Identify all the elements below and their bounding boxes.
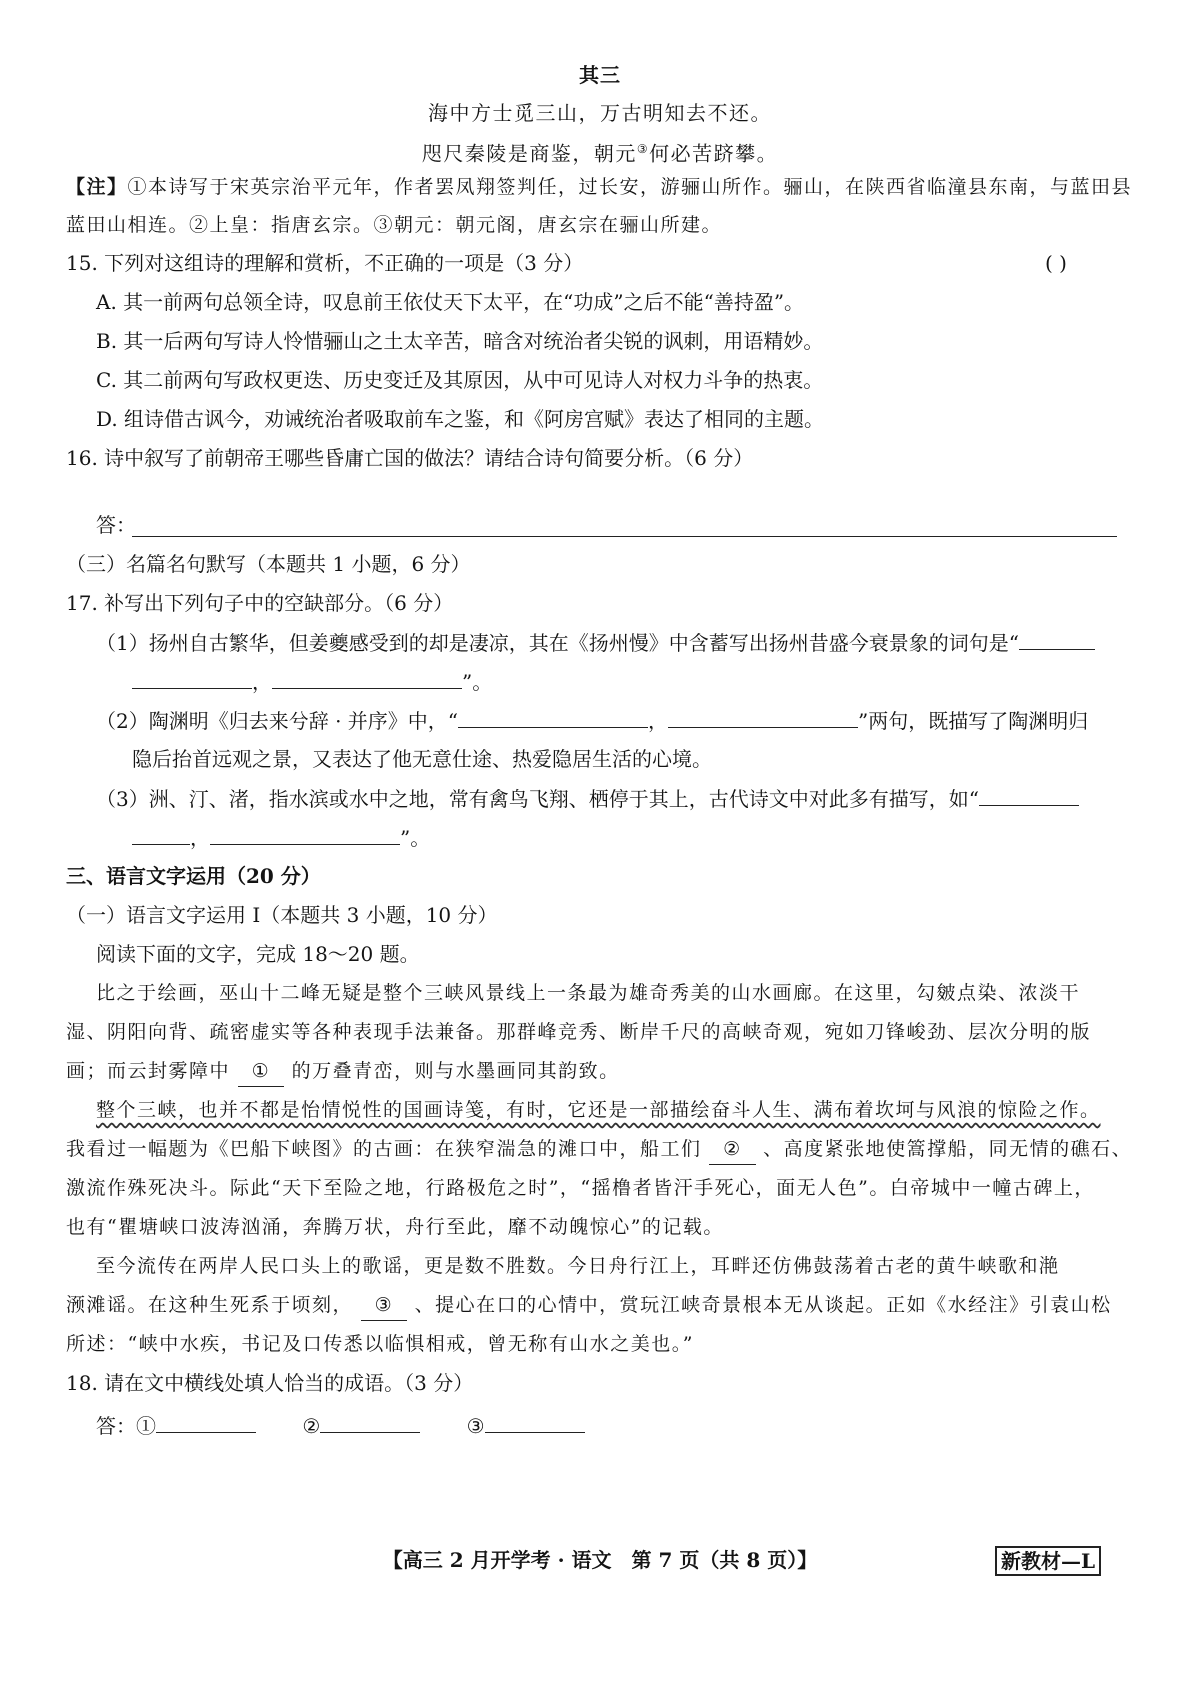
section-memorization-title: （三）名篇名句默写（本题共 1 小题，6 分） xyxy=(66,552,471,576)
q17-blank-3a[interactable] xyxy=(979,783,1079,806)
passage-blank-3[interactable]: ③ xyxy=(361,1290,408,1321)
q15-answer-paren[interactable]: ( ) xyxy=(1045,251,1067,275)
q17-item-2 xyxy=(96,705,1088,736)
passage-p2-line-2 xyxy=(66,1134,1132,1165)
q18-marker-1: ① xyxy=(136,1414,156,1438)
passage-blank-2[interactable]: ② xyxy=(709,1134,756,1165)
q18-blank-2[interactable] xyxy=(320,1410,420,1433)
q17-blank-2a[interactable] xyxy=(458,705,648,728)
poem-line-2-text: 咫尺秦陵是商鉴，朝元 xyxy=(421,141,637,166)
poem-title: 其三 xyxy=(579,63,621,87)
part-three-sub1: （一）语言文字运用 Ⅰ（本题共 3 小题，10 分） xyxy=(66,903,498,927)
q17-blank-1a[interactable] xyxy=(1019,627,1095,650)
q17-item-1-text: （1）扬州自古繁华，但姜夔感受到的却是凄凉，其在《扬州慢》中含蓄写出扬州昔盛今衰景象的词句是“ xyxy=(96,631,1019,655)
passage-blank-1[interactable]: ① xyxy=(238,1056,285,1087)
poem-line-1: 海中方士觅三山，万古明知去不还。 xyxy=(428,101,772,125)
page-footer: 【高三 2 月开学考 · 语文 第 7 页（共 8 页）】 xyxy=(382,1548,818,1572)
q17-blank-2b[interactable] xyxy=(668,705,858,728)
q17-item-1 xyxy=(96,627,1095,658)
passage-p2-line-3: 激流作殊死决斗。际此“天下至险之地，行路极危之时”，“摇橹者皆汗手死心，面无人色”。白帝城中一幢古碑上， xyxy=(66,1177,1095,1199)
note-text-1: ①本诗写于宋英宗治平元年，作者罢凤翔签判任，过长安，游骊山所作。骊山，在陕西省临潼县东南，与蓝田县 xyxy=(127,176,1133,198)
passage-wavy-sentence: 整个三峡，也并不都是怡情悦性的国画诗笺，有时，它还是一部描绘奋斗人生、满布着坎坷与风浪的惊险之作。 xyxy=(96,1099,1101,1121)
q16-stem: 16. 诗中叙写了前朝帝王哪些昏庸亡国的做法？请结合诗句简要分析。（6 分） xyxy=(66,446,754,470)
passage-p2-line-2a: 我看过一幅题为《巴船下峡图》的古画：在狭窄湍急的滩口中，船工们 xyxy=(66,1138,702,1160)
passage-p2-line-1 xyxy=(96,1095,1101,1125)
passage-p1-line-3b: 的万叠青峦，则与水墨画同其韵致。 xyxy=(291,1060,620,1082)
q15-option-a[interactable]: A. 其一前两句总领全诗，叹息前王依仗天下太平，在“功成”之后不能“善持盈”。 xyxy=(96,290,805,314)
q17-item-2-text: （2）陶渊明《归去来兮辞 · 并序》中，“ xyxy=(96,709,459,733)
passage-p3-line-2b: 、提心在口的心情中，赏玩江峡奇景根本无从谈起。正如《水经注》引袁山松 xyxy=(414,1294,1112,1316)
q17-item-3-text: （3）洲、汀、渚，指水滨或水中之地，常有禽鸟飞翔、栖停于其上，古代诗文中对此多有描写，如“ xyxy=(96,787,979,811)
q17-item-1-cont xyxy=(132,666,492,697)
edition-tag: 新教材—L xyxy=(995,1546,1101,1576)
reading-instruction: 阅读下面的文字，完成 18～20 题。 xyxy=(96,942,420,966)
passage-p2-line-2b: 、高度紧张地使篙撑船，同无情的礁石、 xyxy=(763,1138,1133,1160)
passage-p3-line-2a: 滪滩谣。在这种生死系于顷刻， xyxy=(66,1294,354,1316)
passage-p3-line-1: 至今流传在两岸人民口头上的歌谣，更是数不胜数。今日舟行江上，耳畔还仿佛鼓荡着古老的黄牛峡歌和滟 xyxy=(96,1255,1060,1277)
note-line-1 xyxy=(66,172,1132,202)
passage-p2-line-4: 也有“瞿塘峡口波涛汹涌，奔腾万状，舟行至此，靡不动魄惊心”的记载。 xyxy=(66,1216,724,1238)
passage-p1-line-3 xyxy=(66,1056,620,1087)
poem-line-2 xyxy=(0,134,1200,169)
q18-blank-3[interactable] xyxy=(485,1410,585,1433)
q17-blank-1b[interactable] xyxy=(132,666,252,689)
q17-sep-1: ， xyxy=(252,670,272,694)
q17-item-3-cont xyxy=(132,822,430,853)
q17-blank-1c[interactable] xyxy=(272,666,462,689)
q17-end-2: ”两句，既描写了陶渊明归 xyxy=(858,709,1089,733)
note-label: 【注】 xyxy=(66,176,128,198)
passage-p3-line-3: 所述：“峡中水疾，书记及口传悉以临惧相戒，曾无称有山水之美也。” xyxy=(66,1333,694,1355)
passage-p3-line-2 xyxy=(66,1290,1112,1321)
q17-item-2-cont: 隐后抬首远观之景，又表达了他无意仕途、热爱隐居生活的心境。 xyxy=(132,747,712,771)
q15-option-d[interactable]: D. 组诗借古讽今，劝诫统治者吸取前车之鉴，和《阿房宫赋》表达了相同的主题。 xyxy=(96,407,825,431)
q15-option-b[interactable]: B. 其一后两句写诗人怜惜骊山之土太辛苦，暗含对统治者尖锐的讽刺，用语精妙。 xyxy=(96,329,824,353)
q18-marker-2: ② xyxy=(302,1414,321,1438)
passage-p1-line-1: 比之于绘画，巫山十二峰无疑是整个三峡风景线上一条最为雄奇秀美的山水画廊。在这里，勾皴点染、浓淡干 xyxy=(96,982,1081,1004)
part-three-title: 三、语言文字运用（20 分） xyxy=(66,864,321,888)
q18-marker-3: ③ xyxy=(466,1414,485,1438)
q16-answer-line[interactable] xyxy=(132,536,1117,537)
q18-answer-label: 答： xyxy=(96,1414,136,1438)
q17-sep-3: ， xyxy=(190,826,210,850)
q17-end-1: ”。 xyxy=(462,670,493,694)
q18-stem: 18. 请在文中横线处填人恰当的成语。（3 分） xyxy=(66,1371,474,1395)
q17-sep-2: ， xyxy=(648,709,669,733)
q17-item-3 xyxy=(96,783,1079,814)
q17-end-3: ”。 xyxy=(400,826,431,850)
q15-option-c[interactable]: C. 其二前两句写政权更迭、历史变迁及其原因，从中可见诗人对权力斗争的热衷。 xyxy=(96,368,824,392)
q16-answer-label: 答： xyxy=(96,513,136,537)
passage-p1-line-2: 湿、阴阳向背、疏密虚实等各种表现手法兼备。那群峰竞秀、断岸千尺的高峡奇观，宛如刀锋峻劲、层次分明的版 xyxy=(66,1021,1092,1043)
q17-blank-3c[interactable] xyxy=(210,822,400,845)
q18-answer-row xyxy=(96,1410,585,1441)
q17-stem: 17. 补写出下列句子中的空缺部分。（6 分） xyxy=(66,591,454,615)
poem-footnote-marker: ③ xyxy=(636,142,650,156)
q18-blank-1[interactable] xyxy=(156,1410,256,1433)
poem-line-2-text-end: 何必苦跻攀。 xyxy=(649,141,779,166)
q17-blank-3b[interactable] xyxy=(132,822,190,845)
note-line-2: 蓝田山相连。②上皇：指唐玄宗。③朝元：朝元阁，唐玄宗在骊山所建。 xyxy=(66,214,723,236)
passage-p1-line-3a: 画；而云封雾障中 xyxy=(66,1060,231,1082)
q15-stem: 15. 下列对这组诗的理解和赏析，不正确的一项是（3 分） xyxy=(66,251,584,275)
